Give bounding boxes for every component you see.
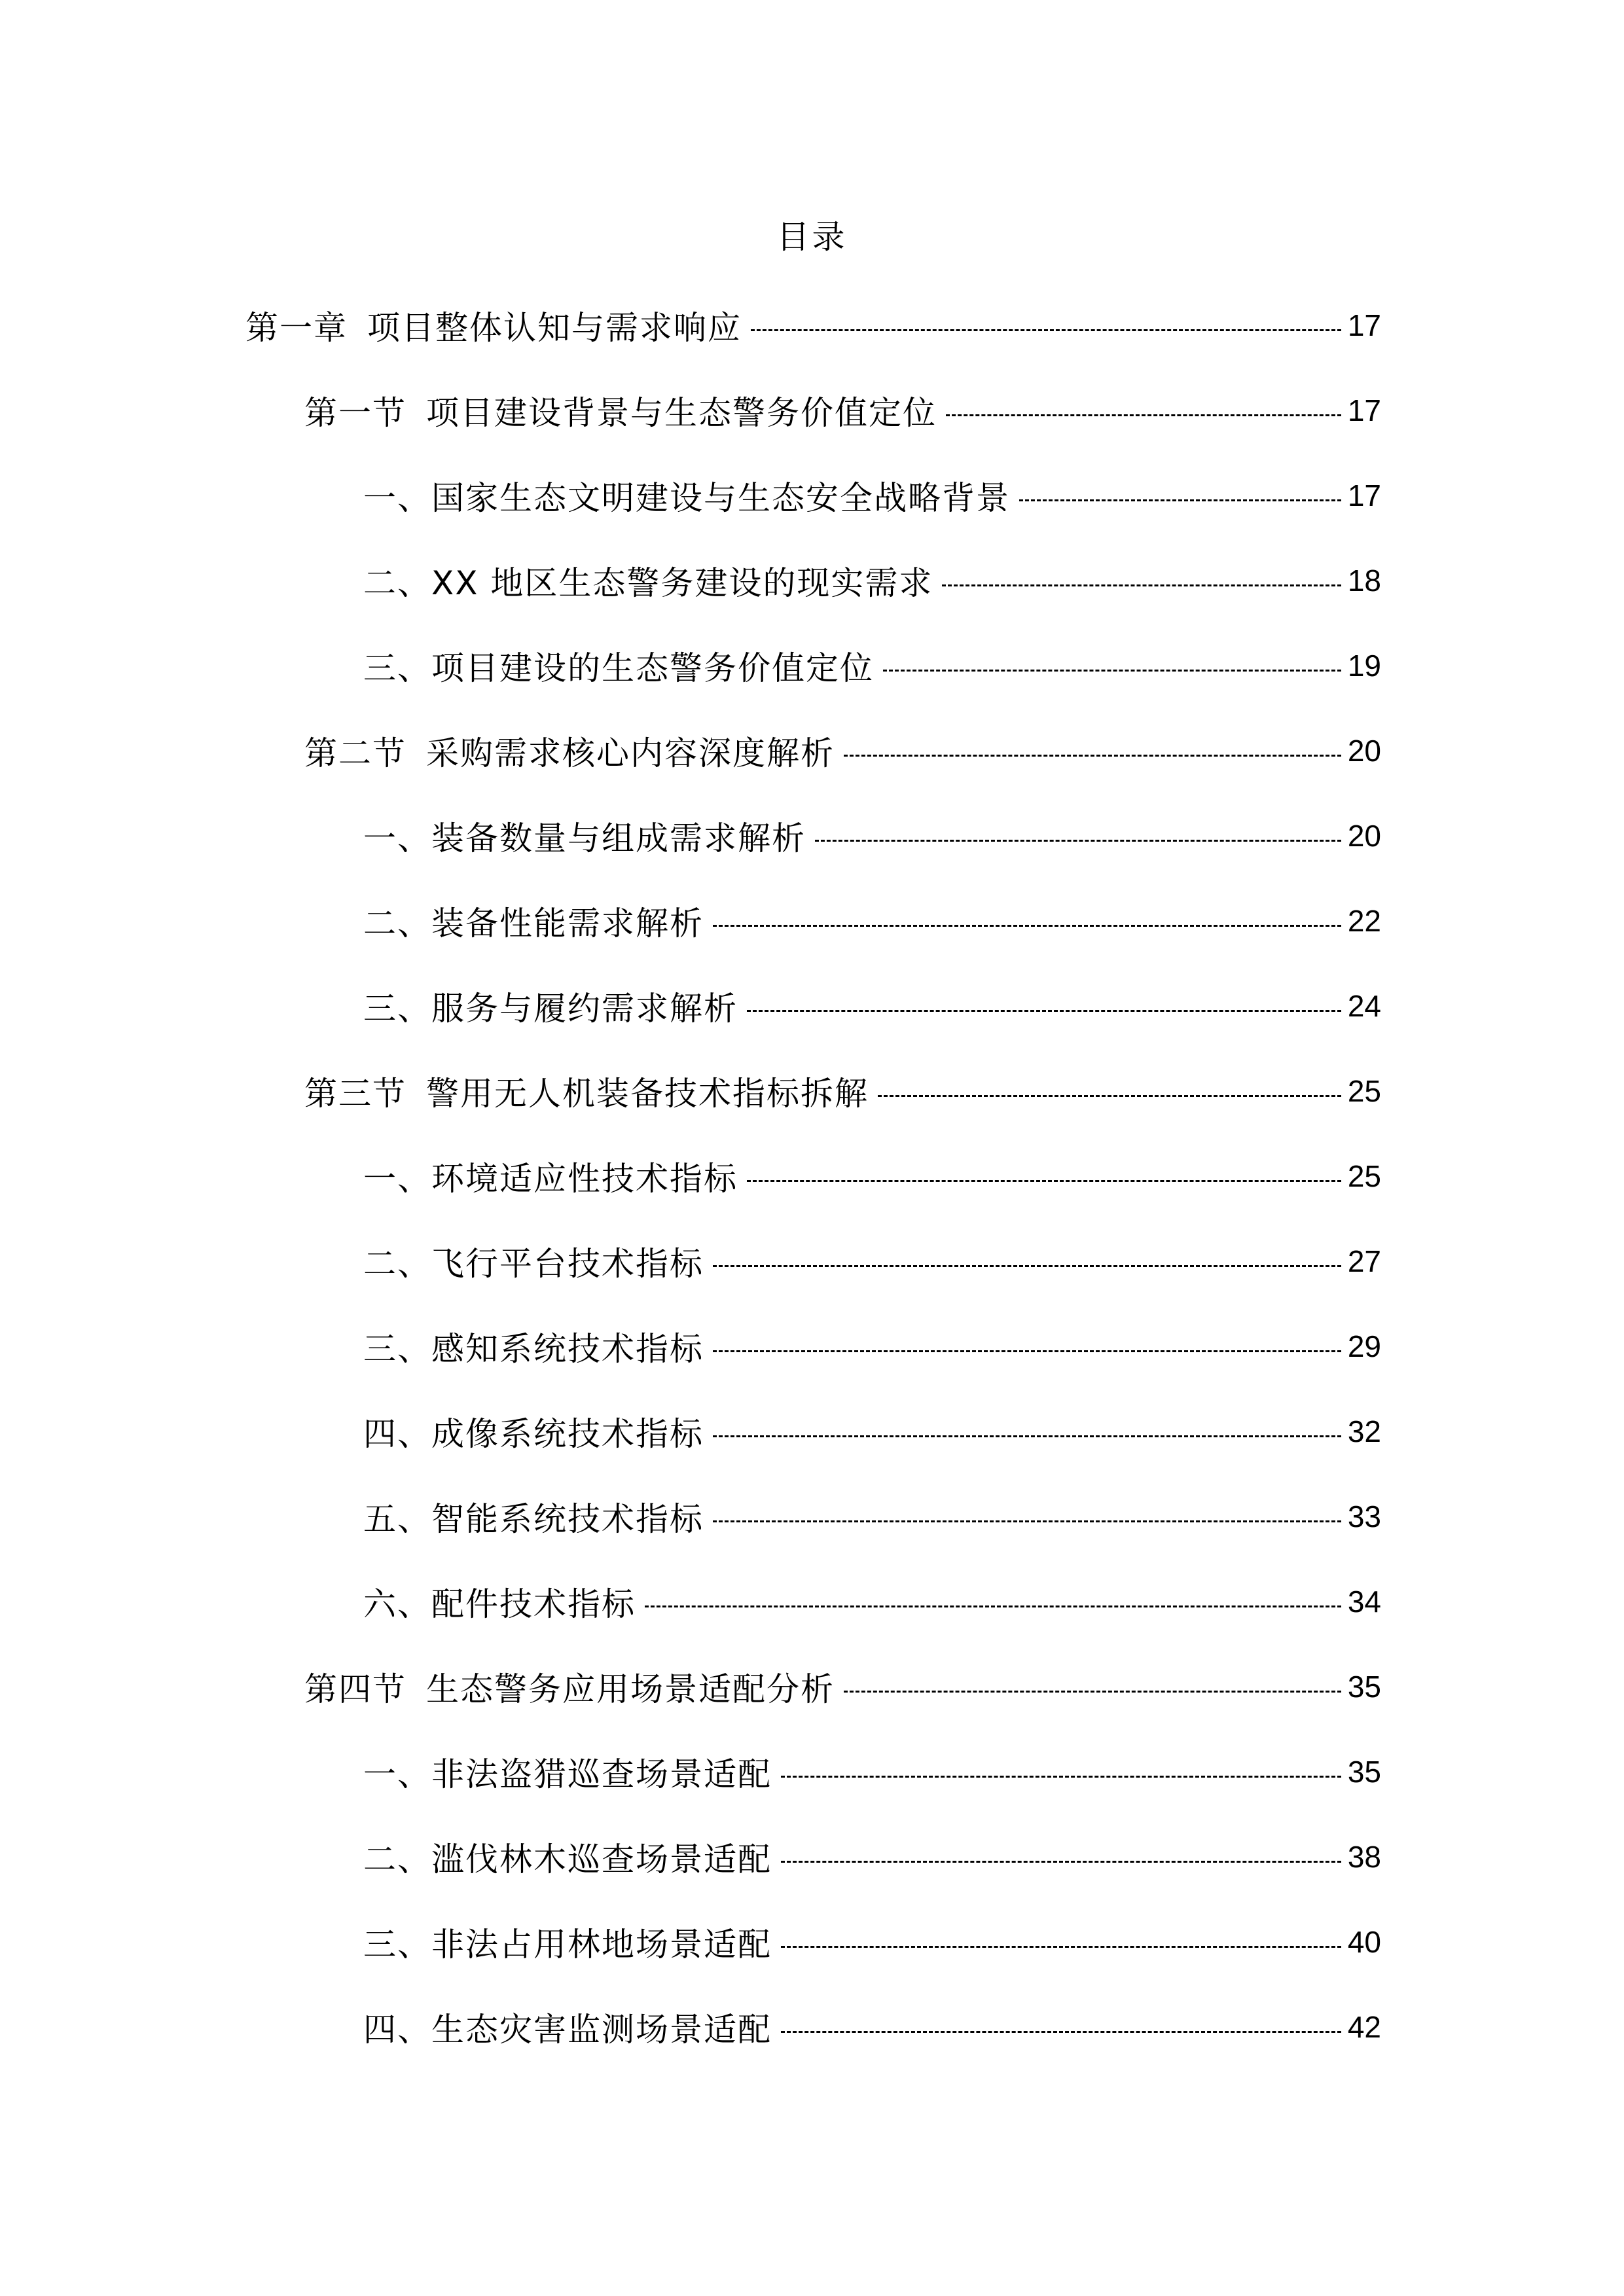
toc-entry-prefix: 五、 <box>363 1500 431 1538</box>
dot-leader <box>878 1095 1341 1097</box>
dot-leader <box>844 1691 1341 1693</box>
dot-leader <box>781 2031 1341 2033</box>
toc-entry-item[interactable] <box>363 1150 1381 1202</box>
toc-entry-prefix: 二、 <box>363 564 431 602</box>
toc-entry-prefix: 第二节 <box>304 734 406 772</box>
toc-entry-title: 智能系统技术指标 <box>431 1500 704 1538</box>
toc-entry-item[interactable] <box>363 1831 1381 1883</box>
toc-entry-item[interactable] <box>363 469 1381 522</box>
toc-entry-prefix: 三、 <box>363 1330 431 1368</box>
toc-entry-page: 18 <box>1347 564 1381 598</box>
toc-entry-title: 项目整体认知与需求响应 <box>367 309 742 347</box>
toc-entry-page: 35 <box>1347 1670 1381 1704</box>
toc-entry-page: 25 <box>1347 1074 1381 1108</box>
toc-entry-page: 42 <box>1347 2010 1381 2044</box>
toc-entry-item[interactable] <box>363 1235 1381 1287</box>
toc-title: 目录 <box>776 218 848 256</box>
toc-entry-title: 非法盗猎巡查场景适配 <box>431 1755 772 1793</box>
toc-entry-page: 38 <box>1347 1840 1381 1874</box>
toc-entry-prefix: 一、 <box>363 479 431 517</box>
toc-entry-page: 20 <box>1347 819 1381 853</box>
toc-entry-page: 17 <box>1347 393 1381 427</box>
toc-entry-page: 17 <box>1347 478 1381 512</box>
toc-entry-title: 警用无人机装备技术指标拆解 <box>426 1075 869 1113</box>
dot-leader <box>751 329 1341 331</box>
toc-entry-item[interactable] <box>363 1575 1381 1628</box>
toc-entry-prefix: 一、 <box>363 1160 431 1198</box>
toc-entry-page: 19 <box>1347 649 1381 683</box>
toc-entry-page: 25 <box>1347 1159 1381 1193</box>
toc-entry-item[interactable] <box>363 2001 1381 2053</box>
toc-entry-prefix: 一、 <box>363 1755 431 1793</box>
toc-entry-prefix: 第一章 <box>245 309 348 347</box>
toc-entry-prefix: 三、 <box>363 1926 431 1964</box>
toc-entry-item[interactable] <box>363 554 1381 607</box>
toc-entry-page: 24 <box>1347 989 1381 1023</box>
toc-entry-page: 35 <box>1347 1755 1381 1789</box>
dot-leader <box>713 1350 1341 1352</box>
toc-entry-prefix: 一、 <box>363 819 431 857</box>
toc-entry-item[interactable] <box>363 639 1381 692</box>
toc-entry-item[interactable] <box>363 980 1381 1032</box>
toc-entry-title: 采购需求核心内容深度解析 <box>426 734 835 772</box>
toc-entry-prefix: 四、 <box>363 2011 431 2049</box>
toc-entry-prefix: 三、 <box>363 990 431 1028</box>
toc-entry-title: 配件技术指标 <box>431 1585 636 1623</box>
toc-entry-page: 17 <box>1347 308 1381 342</box>
toc-entry-item[interactable] <box>363 895 1381 947</box>
toc-entry-title: 国家生态文明建设与生态安全战略背景 <box>431 479 1010 517</box>
toc-entry-item[interactable] <box>363 810 1381 862</box>
dot-leader <box>781 1776 1341 1778</box>
toc-entry-prefix: 二、 <box>363 1840 431 1878</box>
dot-leader <box>883 670 1341 672</box>
toc-entry-title: 感知系统技术指标 <box>431 1330 704 1368</box>
toc-entry-page: 27 <box>1347 1244 1381 1278</box>
toc-entry-prefix: 二、 <box>363 1245 431 1283</box>
dot-leader <box>781 1946 1341 1948</box>
dot-leader <box>844 755 1341 757</box>
toc-entry-item[interactable] <box>363 1320 1381 1372</box>
toc-entry-item[interactable] <box>363 1405 1381 1458</box>
toc-entry-page: 22 <box>1347 904 1381 938</box>
toc-entry-prefix: 第三节 <box>304 1075 406 1113</box>
toc-entry-title: 滥伐林木巡查场景适配 <box>431 1840 772 1878</box>
toc-entry-prefix: 三、 <box>363 649 431 687</box>
dot-leader <box>713 1265 1341 1267</box>
toc-entry-title: 非法占用林地场景适配 <box>431 1926 772 1964</box>
toc-entry-section-3[interactable] <box>304 1065 1381 1117</box>
dot-leader <box>713 1520 1341 1522</box>
toc-entry-page: 32 <box>1347 1414 1381 1448</box>
toc-entry-page: 33 <box>1347 1499 1381 1534</box>
dot-leader <box>747 1180 1341 1182</box>
toc-entry-title: 装备数量与组成需求解析 <box>431 819 806 857</box>
toc-entry-chapter-1[interactable] <box>245 299 1381 351</box>
toc-entry-page: 29 <box>1347 1329 1381 1363</box>
toc-entry-prefix: 四、 <box>363 1415 431 1453</box>
toc-entry-item[interactable] <box>363 1490 1381 1543</box>
dot-leader <box>942 584 1341 586</box>
dot-leader <box>781 1861 1341 1863</box>
toc-entry-title: 成像系统技术指标 <box>431 1415 704 1453</box>
dot-leader <box>747 1010 1341 1012</box>
toc-entry-item[interactable] <box>363 1746 1381 1798</box>
toc-entry-title: 飞行平台技术指标 <box>431 1245 704 1283</box>
toc-entry-title: 环境适应性技术指标 <box>431 1160 738 1198</box>
toc-entry-section-4[interactable] <box>304 1660 1381 1713</box>
toc-entry-section-1[interactable] <box>304 384 1381 437</box>
toc-entry-title: 项目建设的生态警务价值定位 <box>431 649 874 687</box>
toc-entry-title: XX 地区生态警务建设的现实需求 <box>431 564 933 602</box>
dot-leader <box>713 925 1341 927</box>
toc-entry-title: 项目建设背景与生态警务价值定位 <box>426 394 937 432</box>
toc-entry-prefix: 二、 <box>363 905 431 942</box>
dot-leader <box>713 1435 1341 1437</box>
toc-entry-section-2[interactable] <box>304 725 1381 777</box>
toc-entry-page: 40 <box>1347 1925 1381 1959</box>
dot-leader <box>815 840 1341 842</box>
toc-entry-item[interactable] <box>363 1916 1381 1968</box>
dot-leader <box>645 1605 1341 1607</box>
toc-entry-title: 生态灾害监测场景适配 <box>431 2011 772 2049</box>
toc-entry-title: 服务与履约需求解析 <box>431 990 738 1028</box>
toc-entry-prefix: 六、 <box>363 1585 431 1623</box>
toc-entry-title: 装备性能需求解析 <box>431 905 704 942</box>
toc-entry-page: 20 <box>1347 734 1381 768</box>
toc-entry-prefix: 第一节 <box>304 394 406 432</box>
toc-entry-title: 生态警务应用场景适配分析 <box>426 1670 835 1708</box>
toc-entry-prefix: 第四节 <box>304 1670 406 1708</box>
dot-leader <box>1019 499 1341 501</box>
toc-entry-page: 34 <box>1347 1585 1381 1619</box>
dot-leader <box>946 414 1341 416</box>
